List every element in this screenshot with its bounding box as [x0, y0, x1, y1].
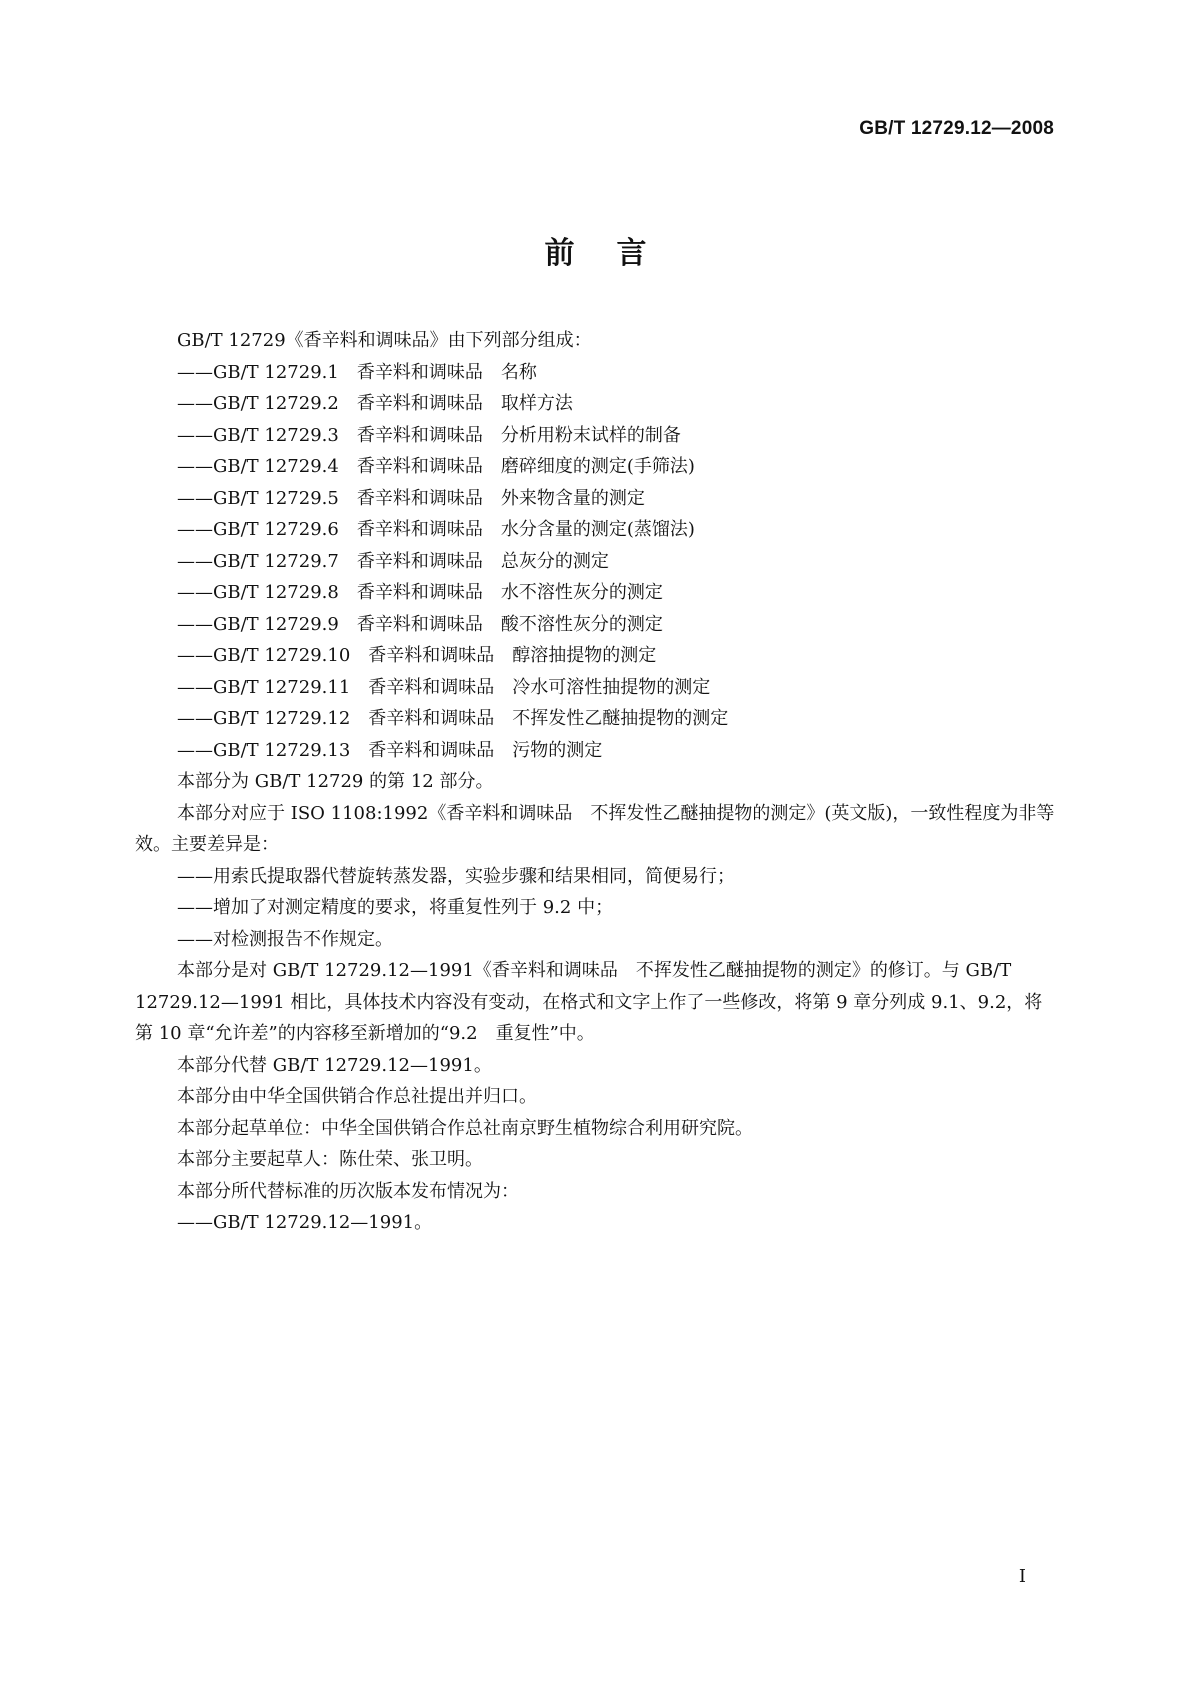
part-series: 香辛料和调味品 [368, 708, 495, 729]
history-intro-paragraph: 本部分所代替标准的历次版本发布情况为： [177, 1180, 519, 1202]
part-code: ——GB/T 12729.13 [177, 739, 351, 761]
part-title: 水不溶性灰分的测定 [500, 582, 663, 603]
difference-item: ——用索氏提取器代替旋转蒸发器，实验步骤和结果相同，简便易行； [177, 865, 735, 887]
part-statement-paragraph: 本部分为 GB/T 12729 的第 12 部分。 [177, 771, 494, 792]
part-title: 总灰分的测定 [500, 550, 609, 572]
part-code: ——GB/T 12729.1 [177, 361, 339, 383]
part-series: 香辛料和调味品 [356, 582, 483, 603]
history-item: ——GB/T 12729.12—1991。 [177, 1212, 433, 1233]
part-title: 外来物含量的测定 [500, 487, 645, 509]
part-code: ——GB/T 12729.2 [177, 393, 339, 414]
list-item [135, 514, 1057, 546]
part-code: ——GB/T 12729.10 [177, 645, 351, 666]
part-title: 磨碎细度的测定(手筛法) [500, 456, 695, 477]
standard-code-header: GB/T 12729.12—2008 [859, 118, 1054, 139]
list-item [135, 609, 1057, 641]
part-series: 香辛料和调味品 [356, 361, 483, 383]
part-series: 香辛料和调味品 [356, 487, 483, 509]
part-code: ——GB/T 12729.9 [177, 613, 339, 635]
drafters-paragraph: 本部分主要起草人：陈仕荣、张卫明。 [177, 1149, 483, 1170]
drafting-unit-paragraph: 本部分起草单位：中华全国供销合作总社南京野生植物综合利用研究院。 [177, 1117, 753, 1139]
parts-list [135, 357, 1057, 767]
list-item [135, 357, 1057, 389]
part-series: 香辛料和调味品 [368, 676, 495, 698]
part-title: 水分含量的测定(蒸馏法) [500, 519, 695, 540]
part-title: 取样方法 [500, 393, 573, 414]
intro-paragraph: GB/T 12729《香辛料和调味品》由下列部分组成： [177, 330, 592, 351]
document-body [135, 325, 1057, 1239]
part-title: 不挥发性乙醚抽提物的测定 [512, 708, 729, 729]
page-title: 前言 [544, 236, 689, 271]
list-item [135, 388, 1057, 420]
part-series: 香辛料和调味品 [356, 550, 483, 572]
part-code: ——GB/T 12729.11 [177, 676, 351, 698]
part-code: ——GB/T 12729.5 [177, 487, 339, 509]
part-series: 香辛料和调味品 [356, 519, 483, 540]
part-title: 冷水可溶性抽提物的测定 [512, 676, 711, 698]
part-title: 酸不溶性灰分的测定 [500, 613, 663, 635]
list-item [135, 483, 1057, 515]
part-series: 香辛料和调味品 [356, 393, 483, 414]
part-title: 分析用粉末试样的制备 [500, 424, 681, 446]
replaces-paragraph: 本部分代替 GB/T 12729.12—1991。 [177, 1054, 492, 1076]
iso-correspondence-paragraph: 本部分对应于 ISO 1108:1992《香辛料和调味品 不挥发性乙醚抽提物的测定》(英文版)，一致性程度为非等效。主要差异是： [135, 802, 1055, 855]
list-item [135, 735, 1057, 767]
part-title: 名称 [500, 361, 537, 383]
revision-paragraph: 本部分是对 GB/T 12729.12—1991《香辛料和调味品 不挥发性乙醚抽提物的测定》的修订。与 GB/T 12729.12—1991 相比，具体技术内容没有变动，在格式和文字上作了一些修改，将第 9 章分列成 9.1、9.2，将第 10 章“允许差”的内容移至新增加的“9.2 重复性”中。 [135, 960, 1043, 1044]
part-code: ——GB/T 12729.8 [177, 582, 339, 603]
part-series: 香辛料和调味品 [368, 739, 495, 761]
difference-item: ——增加了对测定精度的要求，将重复性列于 9.2 中； [177, 897, 614, 918]
list-item [135, 546, 1057, 578]
part-series: 香辛料和调味品 [356, 456, 483, 477]
part-code: ——GB/T 12729.3 [177, 424, 339, 446]
part-code: ——GB/T 12729.4 [177, 456, 339, 477]
part-series: 香辛料和调味品 [356, 613, 483, 635]
list-item [135, 420, 1057, 452]
part-title: 醇溶抽提物的测定 [512, 645, 657, 666]
list-item [135, 451, 1057, 483]
proposed-by-paragraph: 本部分由中华全国供销合作总社提出并归口。 [177, 1086, 537, 1107]
part-series: 香辛料和调味品 [368, 645, 495, 666]
part-code: ——GB/T 12729.6 [177, 519, 339, 540]
difference-item: ——对检测报告不作规定。 [177, 928, 393, 950]
page-number: I [1018, 1566, 1026, 1587]
part-series: 香辛料和调味品 [356, 424, 483, 446]
part-title: 污物的测定 [512, 739, 603, 761]
list-item [135, 672, 1057, 704]
list-item [135, 703, 1057, 735]
part-code: ——GB/T 12729.12 [177, 708, 351, 729]
list-item [135, 640, 1057, 672]
list-item [135, 577, 1057, 609]
part-code: ——GB/T 12729.7 [177, 550, 339, 572]
